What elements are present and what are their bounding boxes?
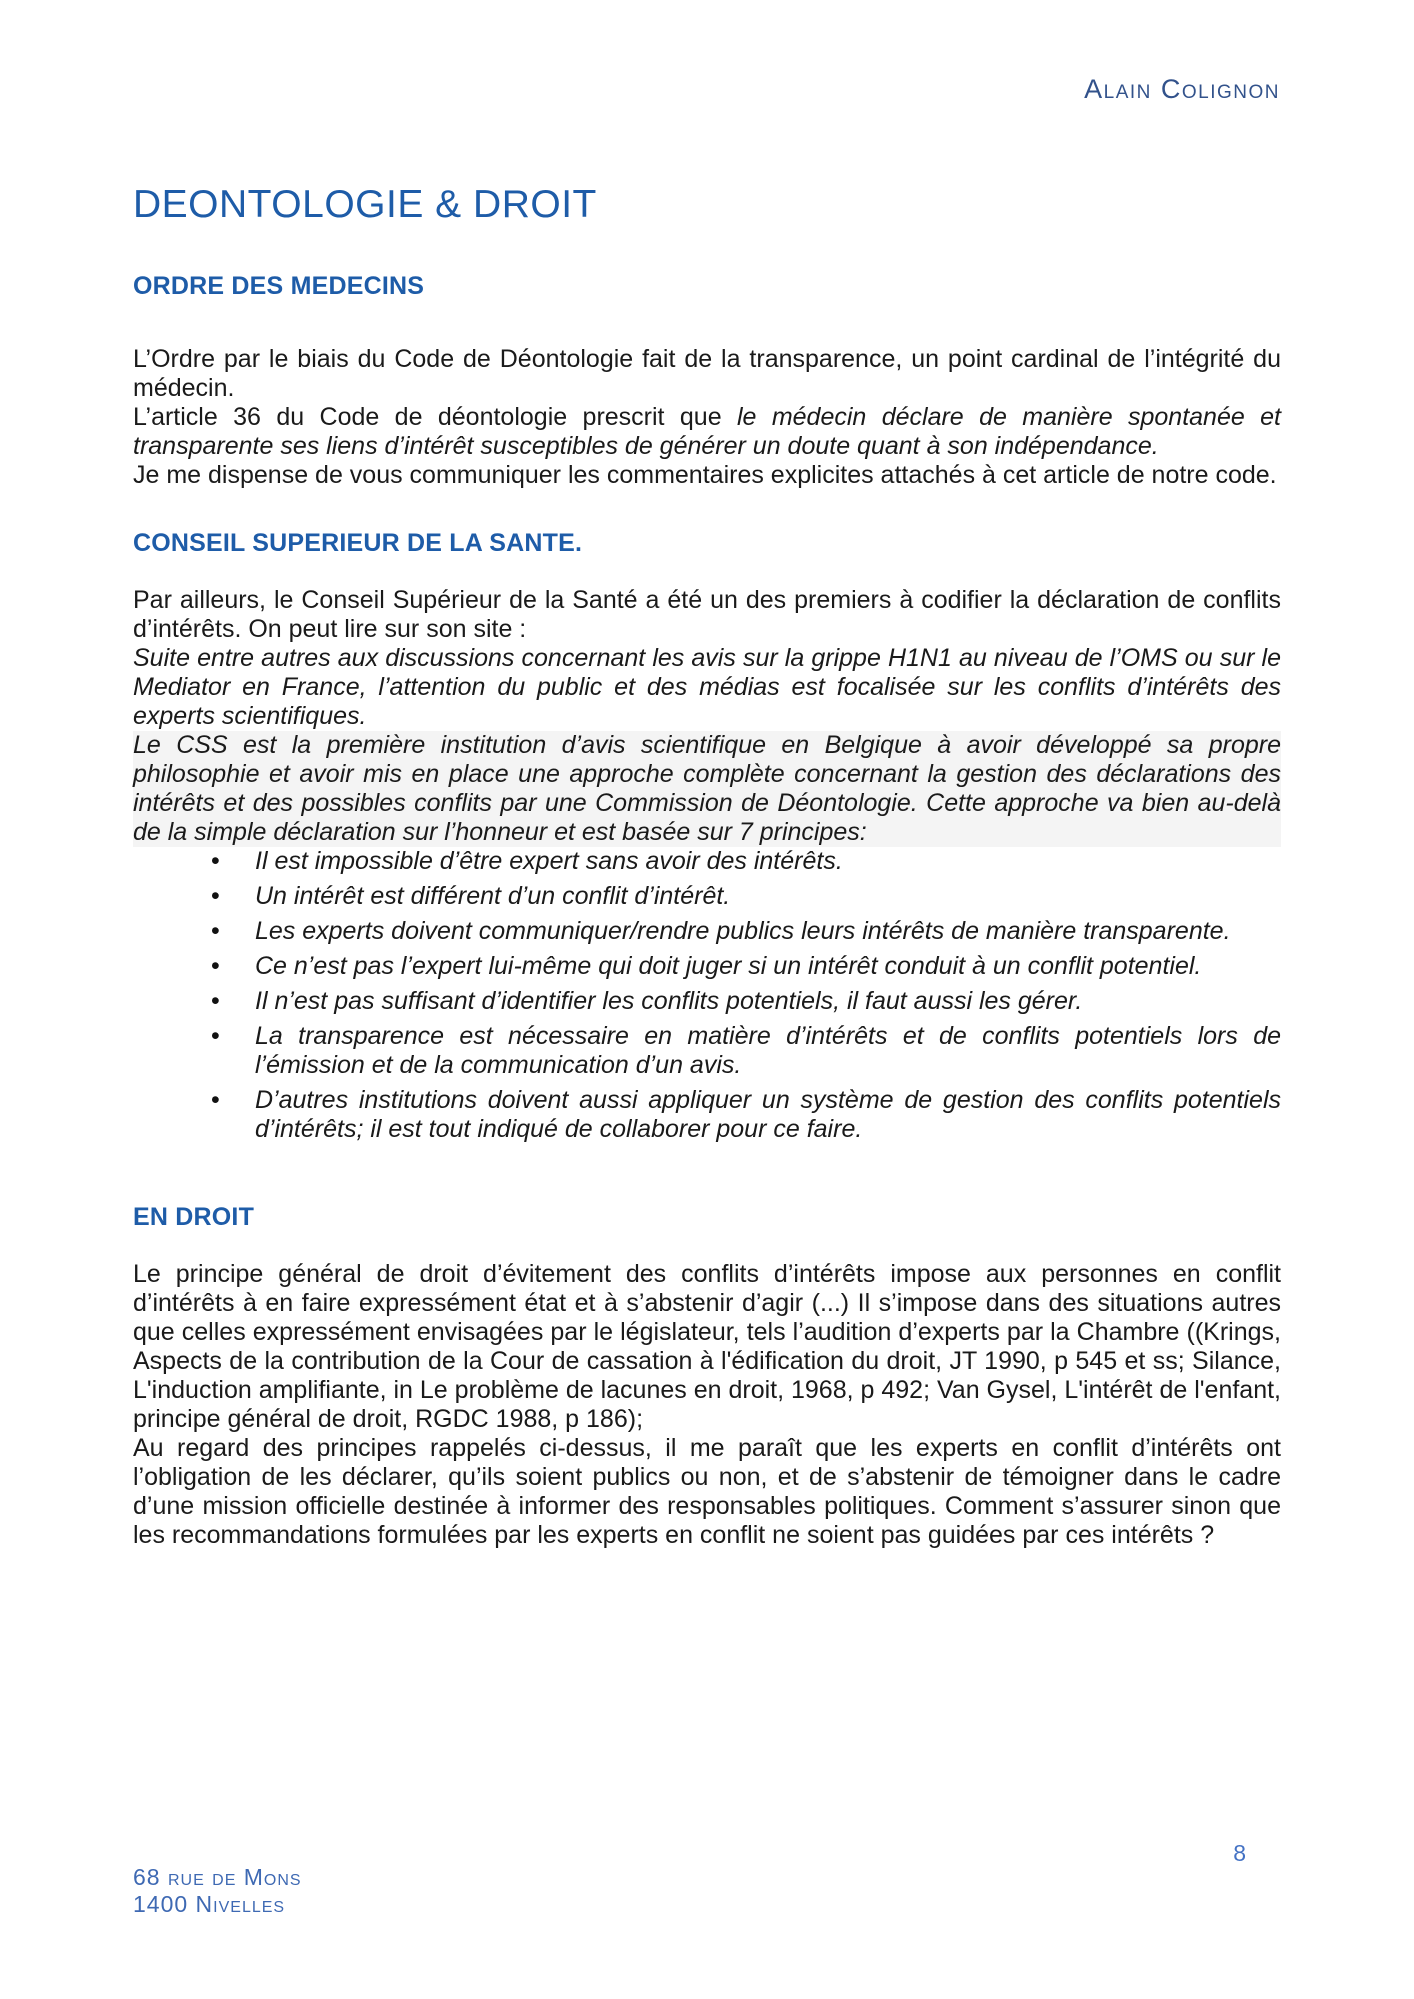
bullet-icon: • bbox=[211, 952, 220, 980]
paragraph: Le principe général de droit d’évitement des conflits d’intérêts impose aux personnes en conflit d’intérêts à en faire expressément état et à s’abstenir d’agir (...) Il s’impose dans des situations autres que celles expressément envisagées par le législateur, tels l’audition d’experts par la Chambre ((Krings, Aspects de la contribution de la Cour de cassation à l'édification du droit, JT 1990, p 545 et ss; Silance, L'induction amplifiante, in Le problème de lacunes en droit, 1968, p 492; Van Gysel, L'intérêt de l'enfant, principe général de droit, RGDC 1988, p 186); bbox=[133, 1260, 1281, 1433]
principle-item bbox=[133, 882, 1281, 911]
principle-text: Ce n’est pas l’expert lui-même qui doit juger si un intérêt conduit à un conflit potentiel. bbox=[255, 952, 1202, 980]
principle-text: Un intérêt est différent d’un conflit d’intérêt. bbox=[255, 882, 731, 910]
section-ordre-body bbox=[133, 345, 1281, 490]
principle-text: Il est impossible d’être expert sans avoir des intérêts. bbox=[255, 847, 843, 875]
paragraph: Au regard des principes rappelés ci-dessus, il me paraît que les experts en conflit d’intérêts ont l’obligation de les déclarer, qu’ils soient publics ou non, et de s’abstenir de témoigner dans le cadre d’une mission officielle destinée à informer des responsables politiques. Comment s’assurer sinon que les recommandations formulées par les experts en conflit ne soient pas guidées par ces intérêts ? bbox=[133, 1434, 1281, 1549]
bullet-icon: • bbox=[211, 1022, 220, 1050]
page-number: 8 bbox=[1233, 1840, 1246, 1866]
principles-list bbox=[133, 847, 1281, 1144]
principle-item bbox=[133, 952, 1281, 981]
principle-item bbox=[133, 917, 1281, 946]
principle-item bbox=[133, 1086, 1281, 1144]
footer-address bbox=[133, 1864, 302, 1918]
principle-item bbox=[133, 1022, 1281, 1080]
principle-item bbox=[133, 847, 1281, 876]
footer-address-line1: 68 rue de Mons bbox=[133, 1864, 302, 1890]
section-heading-conseil-superieur: CONSEIL SUPERIEUR DE LA SANTE. bbox=[133, 529, 583, 557]
quote-paragraph-highlighted: Le CSS est la première institution d’avis scientifique en Belgique à avoir développé sa propre philosophie et avoir mis en place une approche complète concernant la gestion des déclarations des intérêts et des possibles conflits par une Commission de Déontologie. Cette approche va bien au-delà de la simple déclaration sur l’honneur et est basée sur 7 principes: bbox=[133, 731, 1281, 846]
paragraph: Je me dispense de vous communiquer les commentaires explicites attachés à cet article de notre code. bbox=[133, 461, 1277, 489]
bullet-icon: • bbox=[211, 882, 220, 910]
bullet-icon: • bbox=[211, 1086, 220, 1114]
principle-text: Il n’est pas suffisant d’identifier les conflits potentiels, il faut aussi les gérer. bbox=[255, 987, 1083, 1015]
paragraph bbox=[133, 403, 1281, 461]
paragraph-normal-span: L’article 36 du Code de déontologie prescrit que bbox=[133, 403, 737, 431]
footer-address-line2: 1400 Nivelles bbox=[133, 1891, 286, 1917]
quote-paragraph: Suite entre autres aux discussions concernant les avis sur la grippe H1N1 au niveau de l’OMS ou sur le Mediator en France, l’attention du public et des médias est focalisée sur les conflits d’intérêts des experts scientifiques. bbox=[133, 644, 1281, 730]
paragraph: Par ailleurs, le Conseil Supérieur de la Santé a été un des premiers à codifier la déclaration de conflits d’intérêts. On peut lire sur son site : bbox=[133, 586, 1281, 643]
page-content bbox=[133, 0, 1281, 1550]
principle-item bbox=[133, 987, 1281, 1016]
principle-text: Les experts doivent communiquer/rendre publics leurs intérêts de manière transparente. bbox=[255, 917, 1231, 945]
paragraph-italic-span: le médecin déclare de manière spontanée et transparente ses liens d’intérêt susceptibles de générer un doute quant à son indépendance. bbox=[133, 403, 1281, 460]
page-title: DEONTOLOGIE & DROIT bbox=[133, 183, 597, 226]
paragraph: L’Ordre par le biais du Code de Déontologie fait de la transparence, un point cardinal de l’intégrité du médecin. bbox=[133, 345, 1281, 402]
section-heading-ordre-des-medecins: ORDRE DES MEDECINS bbox=[133, 272, 425, 300]
bullet-icon: • bbox=[211, 917, 220, 945]
section-droit-body bbox=[133, 1260, 1281, 1550]
header-author-name: Alain Colignon bbox=[1084, 74, 1280, 104]
section-conseil-body bbox=[133, 586, 1281, 1144]
bullet-icon: • bbox=[211, 847, 220, 875]
principle-text: La transparence est nécessaire en matière d’intérêts et de conflits potentiels lors de l’émission et de la communication d’un avis. bbox=[255, 1022, 1281, 1079]
bullet-icon: • bbox=[211, 987, 220, 1015]
principle-text: D’autres institutions doivent aussi appliquer un système de gestion des conflits potentiels d’intérêts; il est tout indiqué de collaborer pour ce faire. bbox=[255, 1086, 1281, 1143]
section-heading-en-droit: EN DROIT bbox=[133, 1203, 255, 1231]
